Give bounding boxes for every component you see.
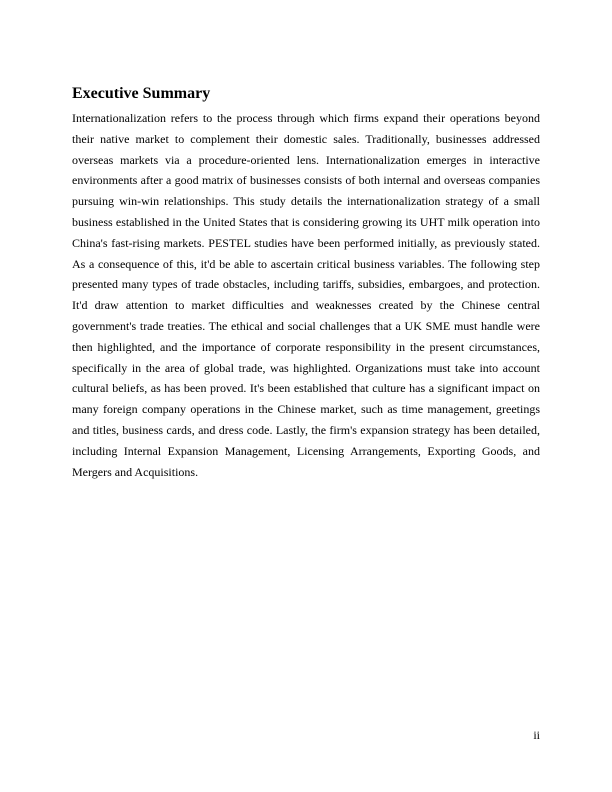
section-heading: Executive Summary xyxy=(72,85,211,102)
body-paragraph: Internationalization refers to the process through which firms expand their operations beyond their native market to complement their domestic sales. Traditionally, businesses addressed overseas markets via a procedure-oriented lens. Internationalization emerges in interactive environments after a good matrix of businesses consists of both internal and overseas companies pursuing win-win relationships. This study details the internationalization strategy of a small business established in the United States that is considering growing its UHT milk operation into China's fast-rising markets. PESTEL studies have been performed initially, as previously stated. As a consequence of this, it'd be able to ascertain critical business variables. The following step presented many types of trade obstacles, including tariffs, subsidies, embargoes, and protection. It'd draw attention to market difficulties and weaknesses created by the Chinese central government's trade treaties. The ethical and social challenges that a UK SME must handle were then highlighted, and the importance of corporate responsibility in the present circumstances, specifically in the area of global trade, was highlighted. Organizations must take into account cultural beliefs, as has been proved. It's been established that culture has a significant impact on many foreign company operations in the Chinese market, such as time management, greetings and titles, business cards, and dress code. Lastly, the firm's expansion strategy has been detailed, including Internal Expansion Management, Licensing Arrangements, Exporting Goods, and Mergers and Acquisitions. xyxy=(72,111,540,479)
page-number: ii xyxy=(533,728,540,742)
